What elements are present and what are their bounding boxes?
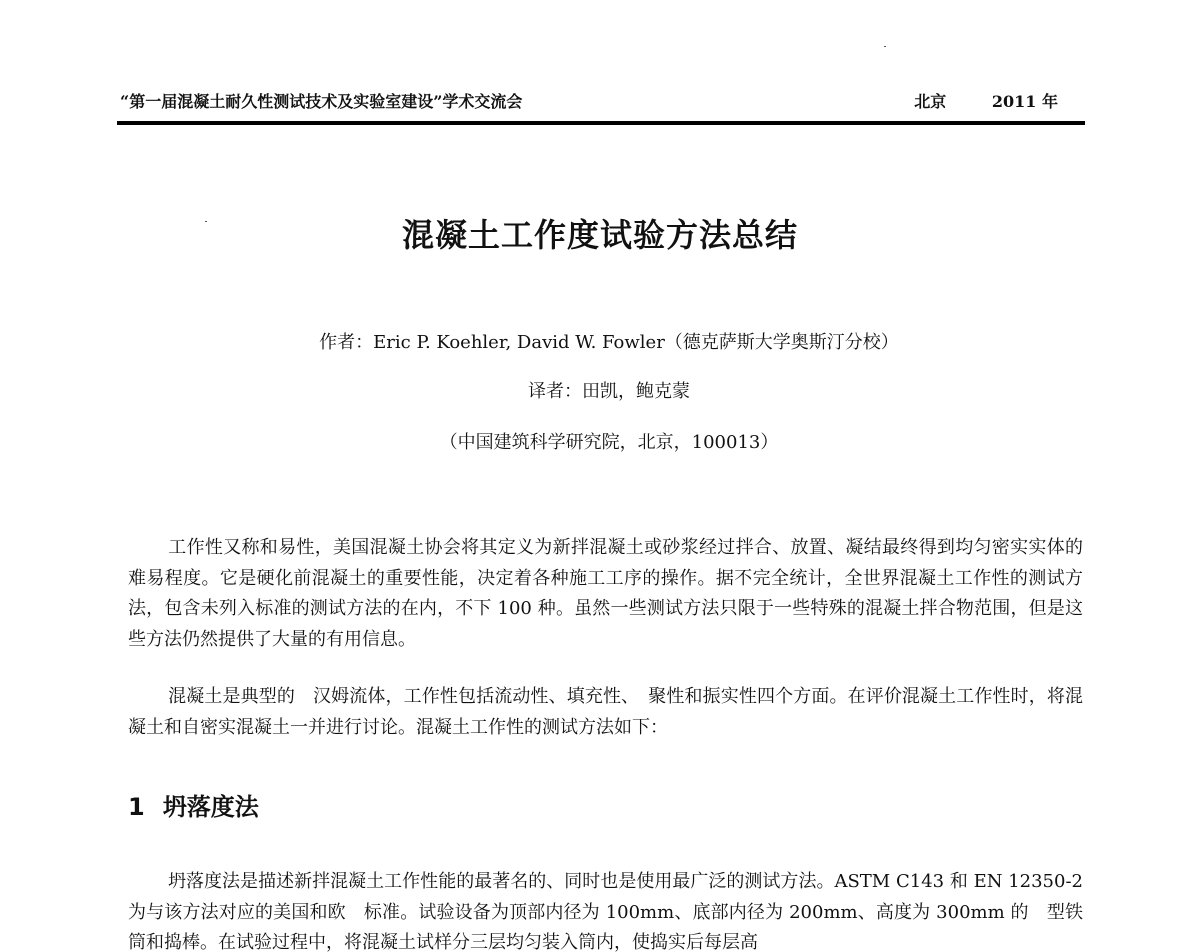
header-location-date (914, 89, 1058, 112)
header-city: 北京 (914, 92, 947, 111)
authors-line: 作者：Eric P. Koehler, David W. Fowler（德克萨斯大学奥斯汀分校） (319, 332, 899, 353)
paragraph-text: 混凝土是典型的 汉姆流体，工作性包括流动性、填充性、 聚性和振实性四个方面。在评价混凝土工作性时，将混凝土和自密实混凝土一并进行讨论。混凝土工作性的测试方法如下： (128, 686, 1083, 738)
conference-header: “第一届混凝土耐久性测试技术及实验室建设”学术交流会 (120, 92, 523, 111)
section-title: 坍落度法 (162, 793, 259, 821)
section-number: 1 (128, 793, 145, 821)
header-rule (117, 121, 1085, 125)
intro-paragraph-1 (128, 533, 1083, 655)
scan-speck (884, 46, 886, 47)
header-year: 2011 年 (991, 92, 1058, 111)
paragraph-text: 坍落度法是描述新拌混凝土工作性能的最著名的、同时也是使用最广泛的测试方法。ASTM C143 和 EN 12350-2 为与该方法对应的美国和欧 标准。试验设备为顶部内径为 100mm、底部内径为 200mm、高度为 300mm 的 型铁 筒和捣棒。在试验过程中，将混凝土试样分三层均匀装入筒内，使捣实后每层高 (128, 871, 1101, 952)
section-1-paragraph (128, 867, 1101, 952)
paragraph-text: 工作性又称和易性，美国混凝土协会将其定义为新拌混凝土或砂浆经过拌合、放置、凝结最终得到均匀密实实体的难易程度。它是硬化前混凝土的重要性能，决定着各种施工工序的操作。据不完全统计，全世界混凝土工作性的测试方法，包含未列入标准的测试方法的在内，不下 100 种。虽然一些测试方法只限于一些特殊的混凝土拌合物范围，但是这些方法仍然提供了大量的有用信息。 (128, 537, 1083, 650)
translators-line: 译者：田凯，鲍克蒙 (528, 381, 690, 402)
intro-paragraph-2 (128, 682, 1083, 743)
paper-title: 混凝土工作度试验方法总结 (401, 216, 798, 254)
section-heading (128, 787, 259, 822)
affiliation-line: （中国建筑科学研究院，北京，100013） (439, 432, 779, 453)
